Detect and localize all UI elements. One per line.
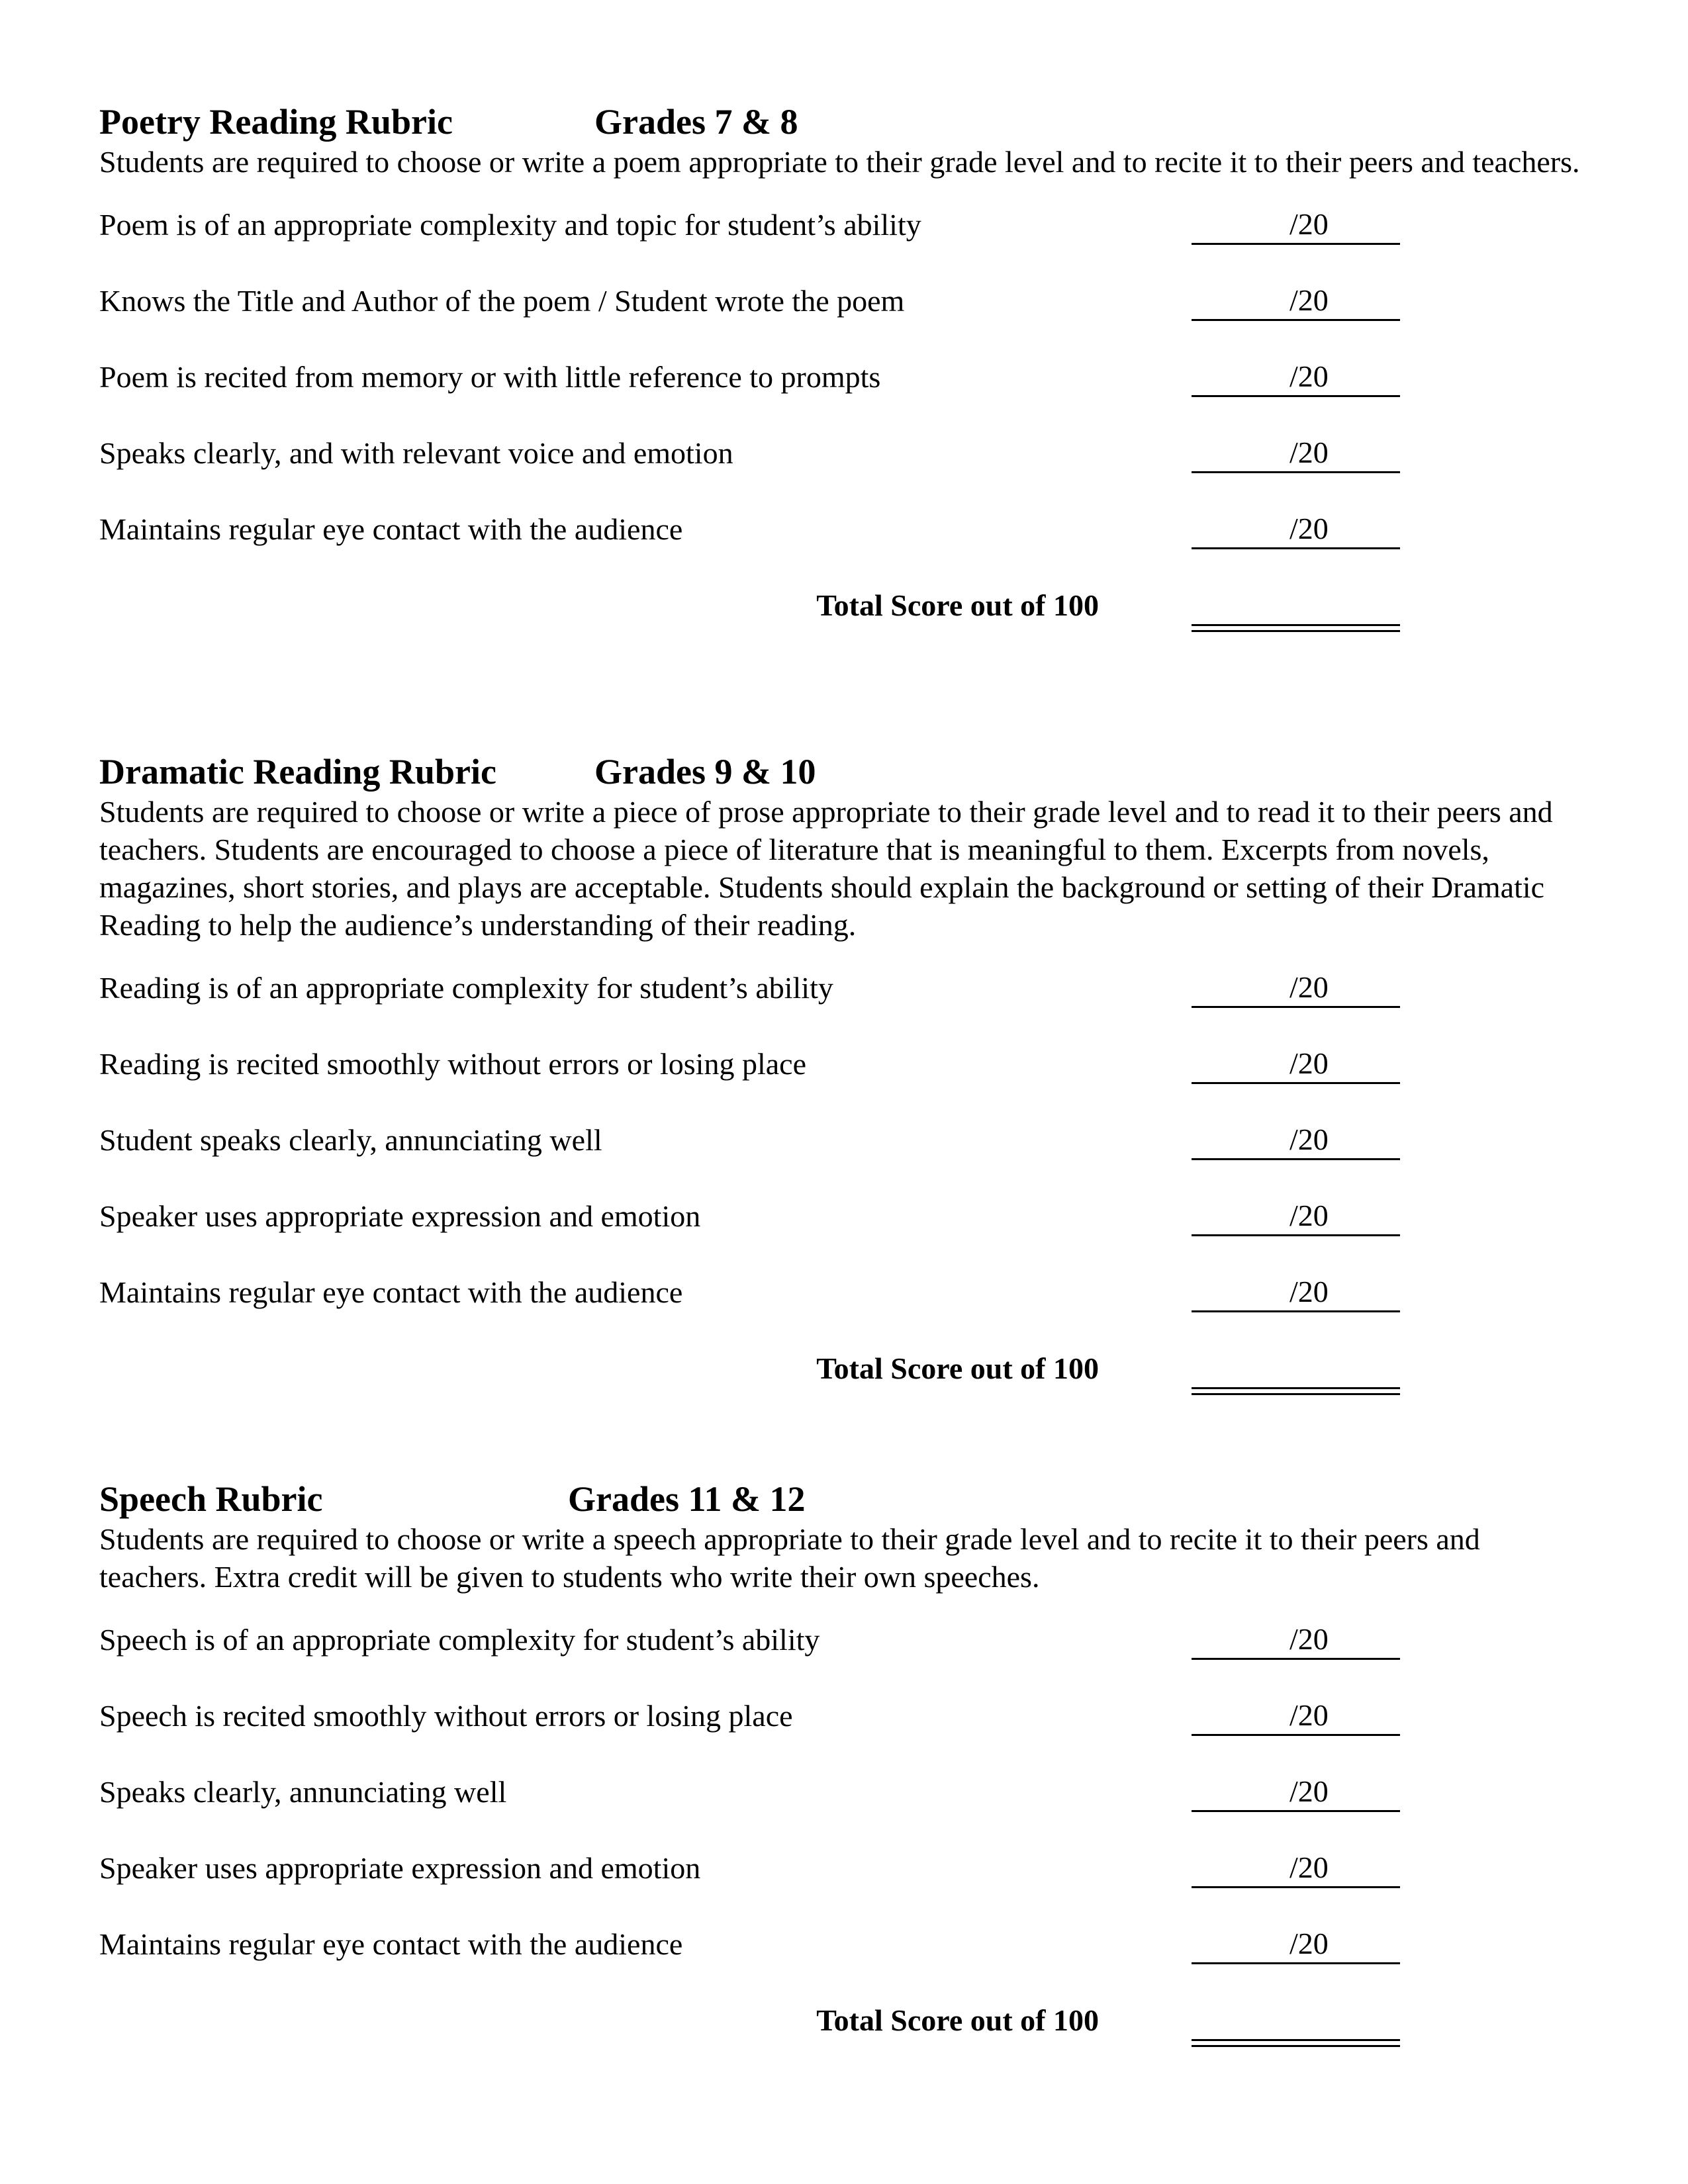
score-blank[interactable] [1192, 1694, 1400, 1736]
score-max: /20 [1289, 970, 1329, 1004]
criterion-row [99, 485, 1589, 561]
criterion-row [99, 1672, 1589, 1748]
criterion-row [99, 409, 1589, 485]
criterion-text: Maintains regular eye contact with the audience [99, 1927, 683, 1961]
section-description: Students are required to choose or write a poem appropriate to their grade level and to recite it to their peers and teachers. [99, 145, 1580, 179]
score-max: /20 [1289, 512, 1329, 545]
score-max: /20 [1289, 1850, 1329, 1884]
section-header [99, 751, 1589, 793]
section-description: Students are required to choose or write a speech appropriate to their grade level and to recite it to their peers and teachers. Extra credit will be given to students who write their own speeches. [99, 1522, 1480, 1594]
score-blank[interactable] [1192, 1118, 1400, 1160]
criterion-text: Reading is of an appropriate complexity for student’s ability [99, 971, 833, 1005]
criterion-row [99, 1596, 1589, 1672]
total-label: Total Score out of 100 [816, 1351, 1099, 1385]
total-row [99, 561, 1589, 637]
score-blank[interactable] [1192, 1042, 1400, 1084]
poetry-rubric-section [99, 101, 1589, 637]
score-max: /20 [1289, 1275, 1329, 1308]
criterion-row [99, 333, 1589, 409]
score-blank[interactable] [1192, 279, 1400, 321]
score-blank[interactable] [1192, 432, 1400, 473]
criterion-text: Maintains regular eye contact with the audience [99, 1275, 683, 1309]
criterion-row [99, 1824, 1589, 1900]
score-max: /20 [1289, 1622, 1329, 1656]
criterion-text: Student speaks clearly, annunciating well [99, 1123, 602, 1157]
criterion-row [99, 1020, 1589, 1096]
criteria-list [99, 1596, 1589, 2052]
score-max: /20 [1289, 359, 1329, 393]
score-max: /20 [1289, 1927, 1329, 1960]
criterion-row [99, 1172, 1589, 1248]
score-max: /20 [1289, 1122, 1329, 1156]
total-row [99, 1324, 1589, 1400]
section-header [99, 101, 1589, 143]
total-row [99, 1976, 1589, 2052]
score-max: /20 [1289, 435, 1329, 469]
section-grades: Grades 9 & 10 [594, 752, 816, 792]
score-blank[interactable] [1192, 1618, 1400, 1660]
section-grades: Grades 7 & 8 [594, 102, 798, 142]
criterion-row [99, 181, 1589, 257]
criterion-text: Speaker uses appropriate expression and emotion [99, 1199, 701, 1233]
section-title: Dramatic Reading Rubric [99, 752, 496, 792]
criterion-text: Speaker uses appropriate expression and emotion [99, 1851, 701, 1885]
criterion-row [99, 1096, 1589, 1172]
criteria-list [99, 181, 1589, 637]
criterion-row [99, 1900, 1589, 1976]
score-blank[interactable] [1192, 355, 1400, 397]
criterion-row [99, 1248, 1589, 1324]
dramatic-reading-rubric-section [99, 751, 1589, 1400]
total-blank[interactable] [1192, 624, 1400, 632]
criterion-text: Reading is recited smoothly without errors or losing place [99, 1047, 806, 1081]
total-label: Total Score out of 100 [816, 2003, 1099, 2037]
section-title: Poetry Reading Rubric [99, 102, 453, 142]
criterion-row [99, 1748, 1589, 1824]
score-max: /20 [1289, 283, 1329, 317]
total-blank[interactable] [1192, 2039, 1400, 2047]
score-blank[interactable] [1192, 1195, 1400, 1236]
criteria-list [99, 944, 1589, 1400]
score-blank[interactable] [1192, 966, 1400, 1008]
criterion-text: Speaks clearly, annunciating well [99, 1775, 507, 1809]
criterion-text: Speaks clearly, and with relevant voice and emotion [99, 436, 733, 470]
score-blank[interactable] [1192, 508, 1400, 549]
criterion-text: Poem is of an appropriate complexity and topic for student’s ability [99, 208, 921, 242]
score-blank[interactable] [1192, 1770, 1400, 1812]
speech-rubric-section [99, 1478, 1589, 2052]
score-blank[interactable] [1192, 1271, 1400, 1312]
criterion-row [99, 257, 1589, 333]
criterion-text: Knows the Title and Author of the poem / Student wrote the poem [99, 284, 905, 318]
score-max: /20 [1289, 1698, 1329, 1732]
score-max: /20 [1289, 1199, 1329, 1232]
section-grades: Grades 11 & 12 [568, 1479, 806, 1519]
section-title: Speech Rubric [99, 1479, 323, 1519]
score-blank[interactable] [1192, 1846, 1400, 1888]
score-max: /20 [1289, 1774, 1329, 1808]
score-max: /20 [1289, 207, 1329, 241]
total-blank[interactable] [1192, 1387, 1400, 1395]
criterion-text: Poem is recited from memory or with little reference to prompts [99, 360, 881, 394]
criterion-text: Maintains regular eye contact with the audience [99, 512, 683, 546]
criterion-text: Speech is of an appropriate complexity for student’s ability [99, 1623, 820, 1657]
total-label: Total Score out of 100 [816, 588, 1099, 622]
criterion-text: Speech is recited smoothly without errors or losing place [99, 1699, 793, 1733]
section-header [99, 1478, 1589, 1520]
section-description: Students are required to choose or write a piece of prose appropriate to their grade level and to read it to their peers and teachers. Students are encouraged to choose a piece of literature that is meaningful to them. Excerpts from novels, magazines, short stories, and plays are acceptable. Students should explain the background or setting of their Dramatic Reading to help the audience’s understanding of their reading. [99, 795, 1553, 942]
score-blank[interactable] [1192, 203, 1400, 245]
score-blank[interactable] [1192, 1923, 1400, 1964]
criterion-row [99, 944, 1589, 1020]
score-max: /20 [1289, 1046, 1329, 1080]
